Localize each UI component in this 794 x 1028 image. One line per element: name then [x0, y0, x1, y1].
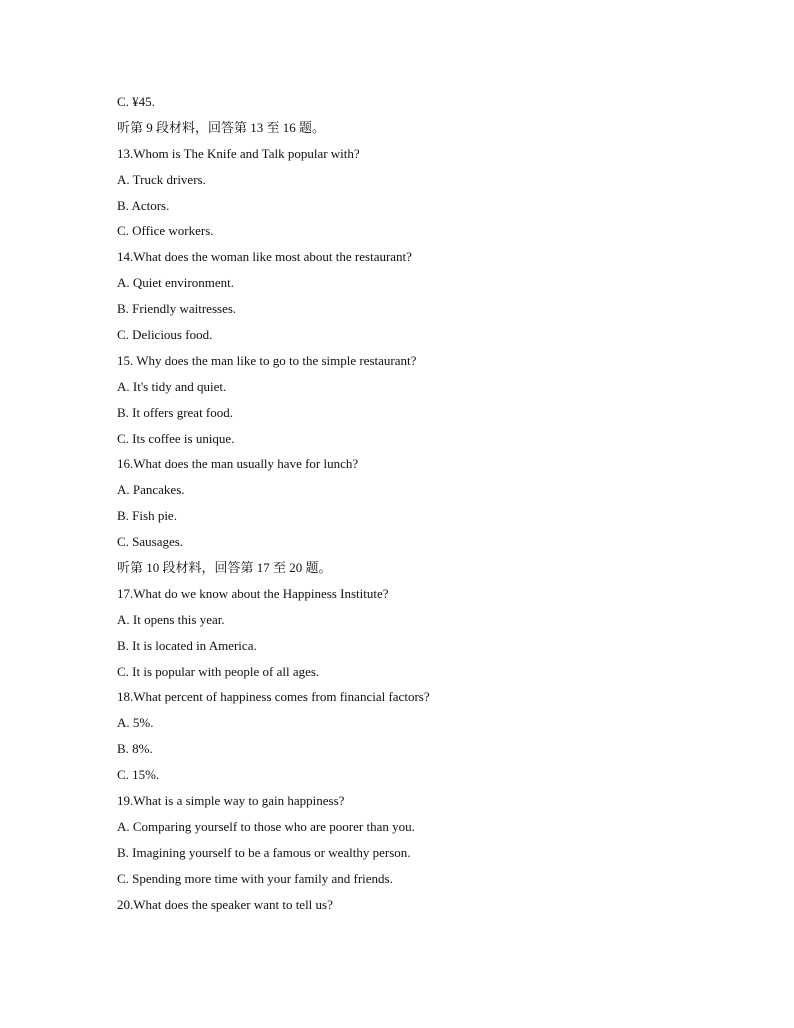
answer-option: C. 15%. [117, 767, 160, 783]
answer-option: C. It is popular with people of all ages. [117, 663, 320, 679]
answer-option: C. Spending more time with your family and friends. [117, 870, 393, 886]
question: 18.What percent of happiness comes from financial factors? [117, 689, 430, 705]
answer-option: C. Sausages. [117, 534, 184, 550]
answer-option: B. It offers great food. [117, 404, 234, 420]
answer-option: A. Truck drivers. [117, 171, 206, 187]
answer-option: A. It opens this year. [117, 611, 225, 627]
answer-option: B. Fish pie. [117, 508, 177, 524]
question: 20.What does the speaker want to tell us? [117, 896, 333, 912]
question: 15. Why does the man like to go to the simple restaurant? [117, 352, 417, 368]
answer-option: A. 5%. [117, 715, 154, 731]
question: 19.What is a simple way to gain happiness? [117, 793, 345, 809]
document-page [117, 89, 757, 918]
answer-option: C. ¥45. [117, 94, 155, 109]
answer-option: C. Its coffee is unique. [117, 430, 235, 446]
answer-option: B. Imagining yourself to be a famous or wealthy person. [117, 844, 411, 860]
answer-option: A. Quiet environment. [117, 275, 234, 291]
question: 17.What do we know about the Happiness Institute? [117, 585, 389, 601]
section-instruction: 听第 10 段材料，回答第 17 至 20 题。 [117, 560, 332, 576]
answer-option: B. 8%. [117, 741, 153, 757]
section-instruction: 听第 9 段材料，回答第 13 至 16 题。 [117, 119, 326, 135]
question: 13.Whom is The Knife and Talk popular with? [117, 145, 360, 161]
answer-option: A. Comparing yourself to those who are poorer than you. [117, 818, 415, 834]
question: 16.What does the man usually have for lunch? [117, 456, 359, 472]
answer-option: A. It's tidy and quiet. [117, 378, 227, 394]
answer-option: B. Friendly waitresses. [117, 301, 237, 317]
answer-option: A. Pancakes. [117, 482, 185, 498]
answer-option: C. Delicious food. [117, 327, 213, 343]
answer-option: B. It is located in America. [117, 637, 257, 653]
question: 14.What does the woman like most about the restaurant? [117, 249, 412, 265]
answer-option: B. Actors. [117, 197, 170, 213]
answer-option: C. Office workers. [117, 223, 214, 239]
